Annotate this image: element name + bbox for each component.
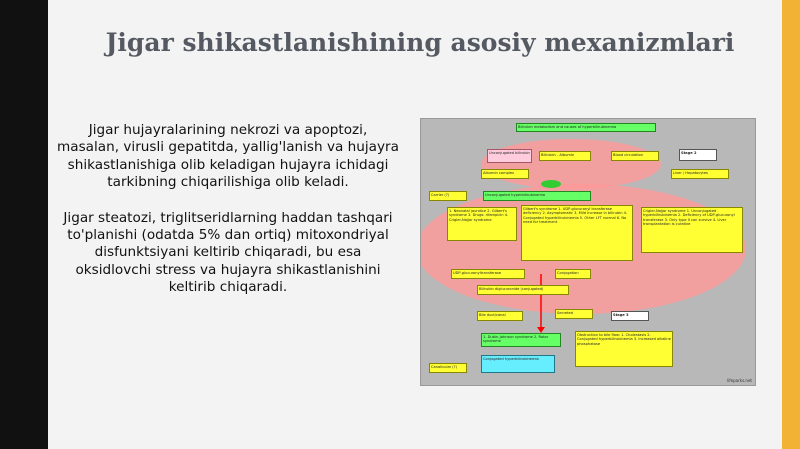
box-conjugation: Conjugation: [555, 269, 591, 279]
slide-body: [56, 122, 400, 315]
box-bilirubin-diglucuronide: Bilirubin diglucuronide (conjugated): [477, 285, 569, 295]
box-unconjugated: Unconjugated bilirubin: [487, 149, 532, 163]
box-unconjugated-hyper: Unconjugated hyperbilirubinemia: [483, 191, 591, 201]
diagram-watermark: lifeparks.net: [727, 378, 752, 383]
box-stage2: Stage 2: [679, 149, 717, 161]
paragraph-necrosis: Jigar hujayralarining nekrozi va apoptozi, masalan, virusli gepatitda, yallig'lanish va hujayra shikastlanishiga olib keladigan hujayra ichidagi tarkibning chiqarilishiga olib keladi.: [57, 122, 399, 191]
blood-region: [481, 139, 661, 189]
box-carrier: Carrier (?): [429, 191, 467, 201]
albumin-blob: [541, 180, 561, 188]
box-obstruction: Obstruction to bile flow: 1. Cholestasis 2. Conjugated hyperbilirubinemia 3. Increased alkaline phosphatase: [575, 331, 673, 367]
box-bile-duct: Bile duct/canal: [477, 311, 523, 321]
box-udp: UDP-glucuronyltransferase: [451, 269, 525, 279]
box-dubin-rotor: 1. Dubin-Johnson syndrome 2. Rotor syndrome: [481, 333, 561, 347]
box-liver: Liver / Hepatocytes: [671, 169, 729, 179]
box-list-crigler: Crigler-Najjar syndrome 1. Unconjugated hyperbilirubinemia 2. Deficiency of UDP-glucuronyl transferase 3. Only type II can survive 4. Liver transplantation is curative: [641, 207, 743, 253]
box-blood-circulation: Blood circulation: [611, 151, 659, 161]
box-secreted: Secreted: [555, 309, 593, 319]
box-list-left: 1. Neonatal jaundice 2. Gilbert's syndrome 3. Drugs: rifampicin 4. Crigler-Najjar syndrome: [447, 207, 517, 241]
box-top-title: Bilirubin metabolism and causes of hyperbilirubinemia: [516, 123, 656, 132]
box-canalicular: Canalicular (?): [429, 363, 467, 373]
box-albumin-complex: Albumin complex: [481, 169, 529, 179]
box-list-gilbert: Gilbert's syndrome 1. UDP-glucuronyl transferase deficiency 2. Asymptomatic 3. Mild increase in bilirubin 4. Conjugated hyperbilirubinemia 5. Other LFT normal 6. No need for treatment: [521, 205, 633, 261]
box-bilirubin-albumin: Bilirubin - Albumin: [539, 151, 591, 161]
paragraph-steatosis: Jigar steatozi, triglitseridlarning haddan tashqari to'planishi (odatda 5% dan ortiq) mitoxondriyal disfunktsiyani keltirib chiqaradi, bu esa oksidlovchi stress va hujayra shikastlanishini keltirib chiqaradi.: [63, 209, 393, 296]
box-stage3: Stage 3: [611, 311, 649, 321]
left-accent-bar: [0, 0, 48, 449]
box-conjugated-hyper: Conjugated hyperbilirubinemia: [481, 355, 555, 373]
slide-title: Jigar shikastlanishining asosiy mexanizmlari: [105, 28, 735, 57]
bilirubin-diagram: [420, 118, 756, 386]
right-accent-bar: [782, 0, 800, 449]
